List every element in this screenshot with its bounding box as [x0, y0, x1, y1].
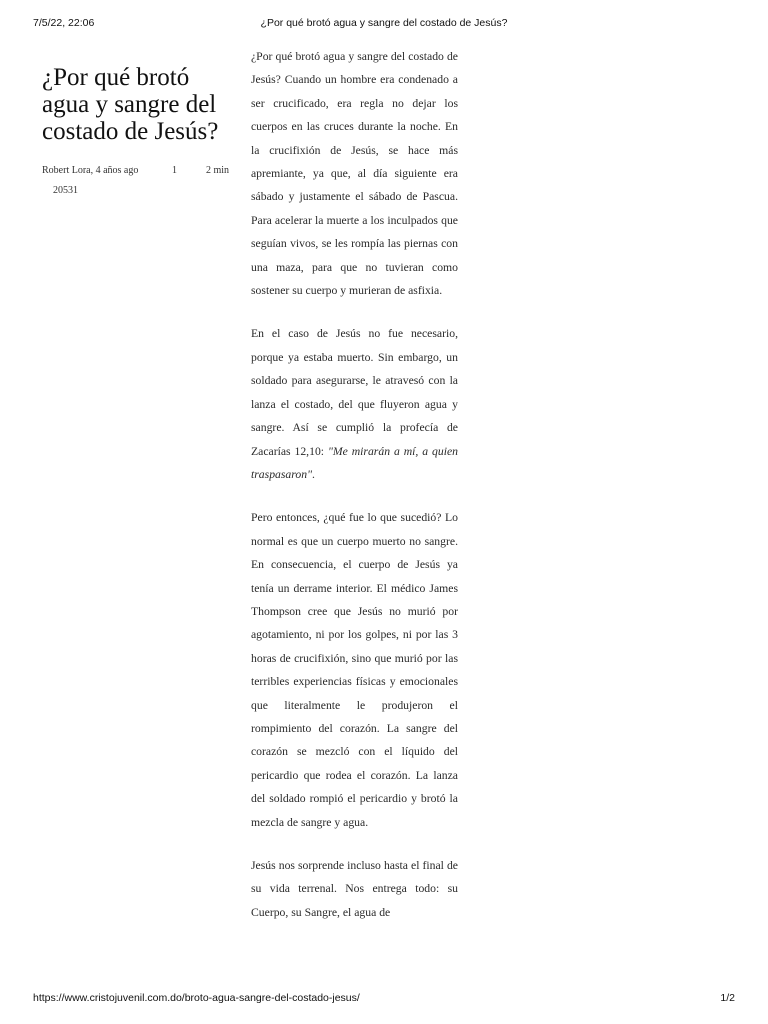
paragraph-3: Pero entonces, ¿qué fue lo que sucedió? Lo normal es que un cuerpo muerto no sangre. En consecuencia, el cuerpo de Jesús ya tenía un derrame interior. El médico James Thompson cree que Jesús no murió por agotamiento, ni por los golpes, ni por las 3 horas de crucifixión, sino que murió por las terribles experiencias físicas y emocionales que literalmente le produjeron el rompimiento del corazón. La sangre del corazón se mezcló con el líquido del pericardio que rodea el corazón. La lanza del soldado rompió el pericardio y brotó la mezcla de sangre y agua.: [251, 511, 458, 829]
print-page-title: ¿Por qué brotó agua y sangre del costado de Jesús?: [260, 17, 508, 29]
print-header: [0, 17, 768, 31]
print-footer: [0, 992, 768, 1006]
read-time: 2 min: [206, 165, 230, 176]
paragraph-2-end: .: [311, 467, 315, 481]
prophecy-quote: "Me mirarán a mí, a quien traspasaron": [251, 444, 458, 481]
article-body: [251, 45, 458, 944]
print-url: https://www.cristojuvenil.com.do/broto-agua-sangre-del-costado-jesus/: [33, 992, 360, 1004]
author-date[interactable]: Robert Lora, 4 años ago: [42, 165, 139, 176]
print-date: 7/5/22, 22:06: [33, 17, 95, 29]
paragraph-4: Jesús nos sorprende incluso hasta el final de su vida terrenal. Nos entrega todo: su Cuerpo, su Sangre, el agua de: [251, 859, 458, 919]
article-sidebar: [42, 64, 242, 199]
paragraph-1: ¿Por qué brotó agua y sangre del costado de Jesús? Cuando un hombre era condenado a ser crucificado, era regla no dejar los cuerpos en las cruces durante la noche. En la crucifixión de Jesús, se hace más apremiante, ya que, al día siguiente era sábado y justamente el sábado de Pascua. Para acelerar la muerte a los inculpados que seguían vivos, se les rompía las piernas con una maza, para que no tuvieran como sostener su cuerpo y murieran de asfixia.: [251, 50, 458, 298]
view-count: 20531: [53, 185, 78, 196]
paragraph-2-text: En el caso de Jesús no fue necesario, porque ya estaba muerto. Sin embargo, un soldado para asegurarse, le atravesó con la lanza el costado, del que fluyeron agua y sangre. Así se cumplió la profecía de Zacarías 12,10:: [251, 327, 458, 458]
paragraph-2: [251, 322, 458, 486]
page-number: 1/2: [720, 992, 735, 1004]
article-meta: [42, 165, 242, 199]
comment-count[interactable]: 1: [172, 165, 177, 176]
article-title: ¿Por qué brotó agua y sangre del costado de Jesús?: [42, 64, 219, 145]
